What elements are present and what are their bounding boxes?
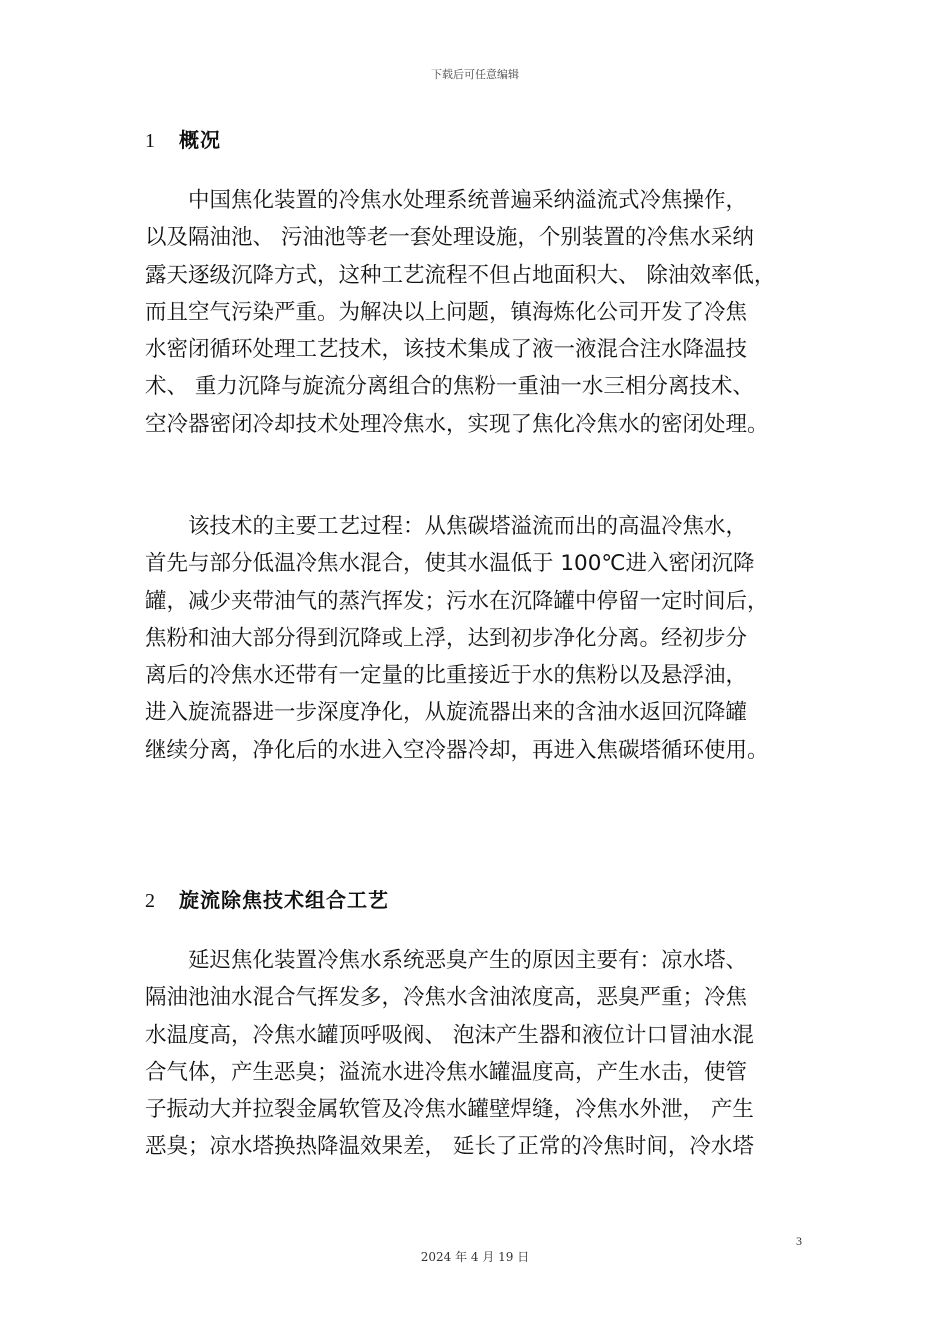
section-title: 概况 xyxy=(179,128,221,152)
section-heading-cyclone xyxy=(145,884,389,913)
text-line: 而且空气污染严重。为解决以上问题，镇海炼化公司开发了冷焦 xyxy=(145,299,748,325)
text-line: 焦粉和油大部分得到沉降或上浮，达到初步净化分离。经初步分 xyxy=(145,625,748,651)
paragraph-cyclone-1 xyxy=(145,942,815,1166)
text-line: 合气体，产生恶臭；溢流水进冷焦水罐温度高，产生水击，使管 xyxy=(145,1059,748,1085)
text-line: 延迟焦化装置冷焦水系统恶臭产生的原因主要有：凉水塔、 xyxy=(188,948,748,973)
page-number: 3 xyxy=(796,1234,802,1248)
text-line: 继续分离，净化后的水进入空冷器冷却，再进入焦碳塔循环使用。 xyxy=(145,737,769,763)
section-heading-overview xyxy=(145,124,221,153)
paragraph-overview-2 xyxy=(145,508,815,769)
text-line: 子振动大并拉裂金属软管及冷焦水罐壁焊缝，冷焦水外泄， 产生 xyxy=(145,1097,754,1123)
text-line: 术、 重力沉降与旋流分离组合的焦粉一重油一水三相分离技术、 xyxy=(145,374,754,400)
text-line: 中国焦化装置的冷焦水处理系统普遍采纳溢流式冷焦操作， xyxy=(188,188,748,213)
text-line: 首先与部分低温冷焦水混合，使其水温低于 100℃进入密闭沉降 xyxy=(145,551,755,577)
section-number: 1 xyxy=(145,130,156,152)
text-line: 离后的冷焦水还带有一定量的比重接近于水的焦粉以及悬浮油， xyxy=(145,663,748,689)
text-line: 隔油池油水混合气挥发多，冷焦水含油浓度高，恶臭严重；冷焦 xyxy=(145,985,748,1011)
text-line: 进入旋流器进一步深度净化，从旋流器出来的含油水返回沉降罐 xyxy=(145,700,748,726)
paragraph-overview-1 xyxy=(145,182,815,443)
text-line: 恶臭；凉水塔换热降温效果差， 延长了正常的冷焦时间，冷水塔 xyxy=(145,1134,754,1160)
footer-date: 2024 年 4 月 19 日 xyxy=(420,1250,530,1264)
text-line: 露天逐级沉降方式，这种工艺流程不但占地面积大、 除油效率低， xyxy=(145,262,776,288)
text-line: 以及隔油池、 污油池等老一套处理设施，个别装置的冷焦水采纳 xyxy=(145,225,754,251)
header-note: 下载后可任意编辑 xyxy=(431,68,519,81)
text-line: 罐，减少夹带油气的蒸汽挥发；污水在沉降罐中停留一定时间后， xyxy=(145,588,769,614)
section-number: 2 xyxy=(145,890,156,912)
text-line: 水温度高，冷焦水罐顶呼吸阀、 泡沫产生器和液位计口冒油水混 xyxy=(145,1022,754,1048)
text-line: 该技术的主要工艺过程：从焦碳塔溢流而出的高温冷焦水， xyxy=(188,514,748,539)
text-line: 水密闭循环处理工艺技术，该技术集成了液一液混合注水降温技 xyxy=(145,337,748,363)
section-title: 旋流除焦技术组合工艺 xyxy=(179,888,389,912)
text-line: 空冷器密闭冷却技术处理冷焦水，实现了焦化冷焦水的密闭处理。 xyxy=(145,411,769,437)
